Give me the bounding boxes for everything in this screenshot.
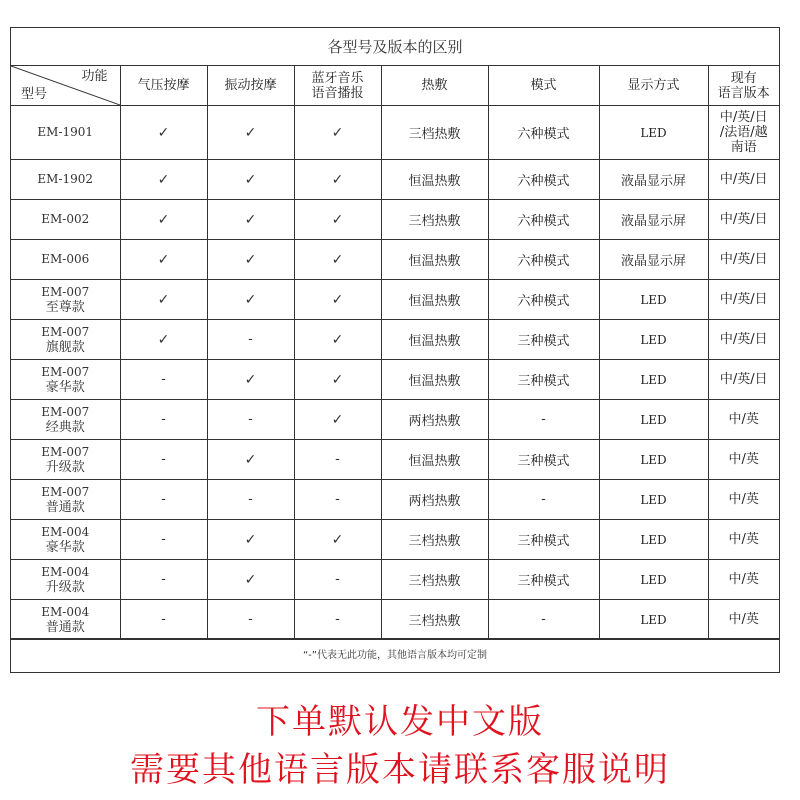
check-icon: ✓	[207, 560, 294, 600]
no-feature-dash: -	[207, 600, 294, 640]
table-cell: 六种模式	[488, 240, 599, 280]
no-feature-dash: -	[207, 320, 294, 360]
table-row	[11, 280, 779, 320]
check-icon: ✓	[294, 400, 381, 440]
no-feature-dash: -	[294, 480, 381, 520]
no-feature-dash: -	[120, 360, 207, 400]
model-cell	[11, 200, 120, 240]
check-icon: ✓	[294, 200, 381, 240]
table-cell: LED	[599, 280, 708, 320]
model-edition: 升级款	[45, 579, 85, 595]
no-feature-dash: -	[294, 560, 381, 600]
table-cell: LED	[599, 600, 708, 640]
check-icon: ✓	[120, 320, 207, 360]
check-icon: ✓	[207, 106, 294, 160]
table-cell: 两档热敷	[381, 400, 488, 440]
model-number: EM-004	[41, 564, 90, 579]
table-cell: LED	[599, 520, 708, 560]
table-cell: LED	[599, 106, 708, 160]
table-row	[11, 480, 779, 520]
model-cell	[11, 360, 120, 400]
model-edition: 至尊款	[45, 299, 85, 315]
model-edition: 豪华款	[45, 379, 85, 395]
table-cell: 恒温热敷	[381, 280, 488, 320]
model-number: EM-1902	[37, 172, 94, 186]
no-feature-dash: -	[488, 400, 599, 440]
check-icon: ✓	[120, 280, 207, 320]
model-number: EM-007	[41, 324, 90, 339]
language-cell: 中/英/日	[708, 240, 779, 280]
comparison-table	[11, 66, 779, 640]
table-row	[11, 160, 779, 200]
table-cell: LED	[599, 480, 708, 520]
column-header: 蓝牙音乐 语音播报	[294, 66, 381, 106]
check-icon: ✓	[207, 240, 294, 280]
table-cell: LED	[599, 320, 708, 360]
header-row	[11, 66, 779, 106]
check-icon: ✓	[207, 440, 294, 480]
table-cell: 六种模式	[488, 200, 599, 240]
table-cell: 两档热敷	[381, 480, 488, 520]
table-row	[11, 320, 779, 360]
table-cell: 三种模式	[488, 560, 599, 600]
table-cell: 液晶显示屏	[599, 200, 708, 240]
table-cell: 三种模式	[488, 440, 599, 480]
table-cell: 六种模式	[488, 106, 599, 160]
corner-header	[11, 66, 120, 106]
model-cell	[11, 560, 120, 600]
table-cell: 液晶显示屏	[599, 160, 708, 200]
no-feature-dash: -	[207, 400, 294, 440]
table-cell: LED	[599, 360, 708, 400]
check-icon: ✓	[207, 360, 294, 400]
model-cell	[11, 280, 120, 320]
table-cell: 恒温热敷	[381, 440, 488, 480]
model-number: EM-007	[41, 444, 90, 459]
table-cell: 六种模式	[488, 280, 599, 320]
model-number: EM-1901	[37, 125, 94, 139]
check-icon: ✓	[294, 320, 381, 360]
language-cell: 中/英/日	[708, 280, 779, 320]
table-row	[11, 240, 779, 280]
model-edition: 普通款	[45, 619, 85, 635]
model-cell	[11, 520, 120, 560]
table-title: 各型号及版本的区别	[11, 28, 779, 66]
check-icon: ✓	[294, 360, 381, 400]
model-edition: 豪华款	[45, 539, 85, 555]
check-icon: ✓	[120, 106, 207, 160]
table-cell: LED	[599, 400, 708, 440]
model-number: EM-004	[41, 604, 90, 619]
language-cell: 中/英	[708, 400, 779, 440]
table-cell: 三种模式	[488, 360, 599, 400]
check-icon: ✓	[294, 106, 381, 160]
check-icon: ✓	[120, 200, 207, 240]
table-row	[11, 360, 779, 400]
model-edition: 经典款	[45, 419, 85, 435]
check-icon: ✓	[120, 160, 207, 200]
language-cell: 中/英/日	[708, 200, 779, 240]
column-header: 现有 语言版本	[708, 66, 779, 106]
column-header: 模式	[488, 66, 599, 106]
footnote: “-”代表无此功能，其他语言版本均可定制	[11, 638, 779, 672]
no-feature-dash: -	[120, 400, 207, 440]
language-cell: 中/英/日	[708, 360, 779, 400]
check-icon: ✓	[207, 160, 294, 200]
no-feature-dash: -	[488, 480, 599, 520]
table-row	[11, 560, 779, 600]
language-cell: 中/英	[708, 520, 779, 560]
language-cell: 中/英	[708, 560, 779, 600]
model-cell	[11, 400, 120, 440]
table-row	[11, 440, 779, 480]
table-row	[11, 520, 779, 560]
table-cell: 恒温热敷	[381, 240, 488, 280]
table-row	[11, 200, 779, 240]
language-cell: 中/英/日 /法语/越 南语	[708, 106, 779, 160]
table-cell: 三种模式	[488, 320, 599, 360]
language-cell: 中/英	[708, 480, 779, 520]
no-feature-dash: -	[488, 600, 599, 640]
check-icon: ✓	[294, 520, 381, 560]
language-cell: 中/英/日	[708, 160, 779, 200]
function-label: 功能	[81, 69, 108, 84]
check-icon: ✓	[294, 240, 381, 280]
check-icon: ✓	[207, 200, 294, 240]
model-edition: 升级款	[45, 459, 85, 475]
model-cell	[11, 160, 120, 200]
column-header: 热敷	[381, 66, 488, 106]
notice-contact-service: 需要其他语言版本请联系客服说明	[130, 750, 670, 790]
model-number: EM-004	[41, 524, 90, 539]
column-header: 振动按摩	[207, 66, 294, 106]
table-cell: 三档热敷	[381, 520, 488, 560]
column-header: 显示方式	[599, 66, 708, 106]
model-label: 型号	[21, 87, 48, 102]
table-cell: 恒温热敷	[381, 360, 488, 400]
no-feature-dash: -	[120, 440, 207, 480]
table-cell: 恒温热敷	[381, 160, 488, 200]
no-feature-dash: -	[120, 560, 207, 600]
table-cell: 三种模式	[488, 520, 599, 560]
table-cell: 三档热敷	[381, 600, 488, 640]
model-cell	[11, 600, 120, 640]
table-cell: 三档热敷	[381, 560, 488, 600]
column-header: 气压按摩	[120, 66, 207, 106]
model-edition: 旗舰款	[45, 339, 85, 355]
no-feature-dash: -	[120, 520, 207, 560]
table-row	[11, 106, 779, 160]
model-cell	[11, 480, 120, 520]
notice-default-version: 下单默认发中文版	[256, 702, 544, 742]
language-cell: 中/英	[708, 440, 779, 480]
check-icon: ✓	[120, 240, 207, 280]
model-cell	[11, 240, 120, 280]
no-feature-dash: -	[294, 440, 381, 480]
table-cell: 三档热敷	[381, 200, 488, 240]
model-number: EM-006	[41, 252, 90, 266]
comparison-sheet	[10, 27, 780, 673]
no-feature-dash: -	[120, 480, 207, 520]
model-cell	[11, 440, 120, 480]
table-cell: 恒温热敷	[381, 320, 488, 360]
model-number: EM-007	[41, 284, 90, 299]
no-feature-dash: -	[207, 480, 294, 520]
table-row	[11, 600, 779, 640]
language-cell: 中/英	[708, 600, 779, 640]
model-number: EM-002	[41, 212, 90, 226]
model-edition: 普通款	[45, 499, 85, 515]
model-number: EM-007	[41, 404, 90, 419]
check-icon: ✓	[207, 280, 294, 320]
model-number: EM-007	[41, 484, 90, 499]
table-cell: 三档热敷	[381, 106, 488, 160]
table-row	[11, 400, 779, 440]
model-number: EM-007	[41, 364, 90, 379]
check-icon: ✓	[294, 280, 381, 320]
no-feature-dash: -	[294, 600, 381, 640]
table-cell: 六种模式	[488, 160, 599, 200]
table-cell: LED	[599, 440, 708, 480]
no-feature-dash: -	[120, 600, 207, 640]
check-icon: ✓	[207, 520, 294, 560]
table-cell: 液晶显示屏	[599, 240, 708, 280]
model-cell	[11, 320, 120, 360]
table-cell: LED	[599, 560, 708, 600]
model-cell	[11, 106, 120, 160]
language-cell: 中/英/日	[708, 320, 779, 360]
check-icon: ✓	[294, 160, 381, 200]
